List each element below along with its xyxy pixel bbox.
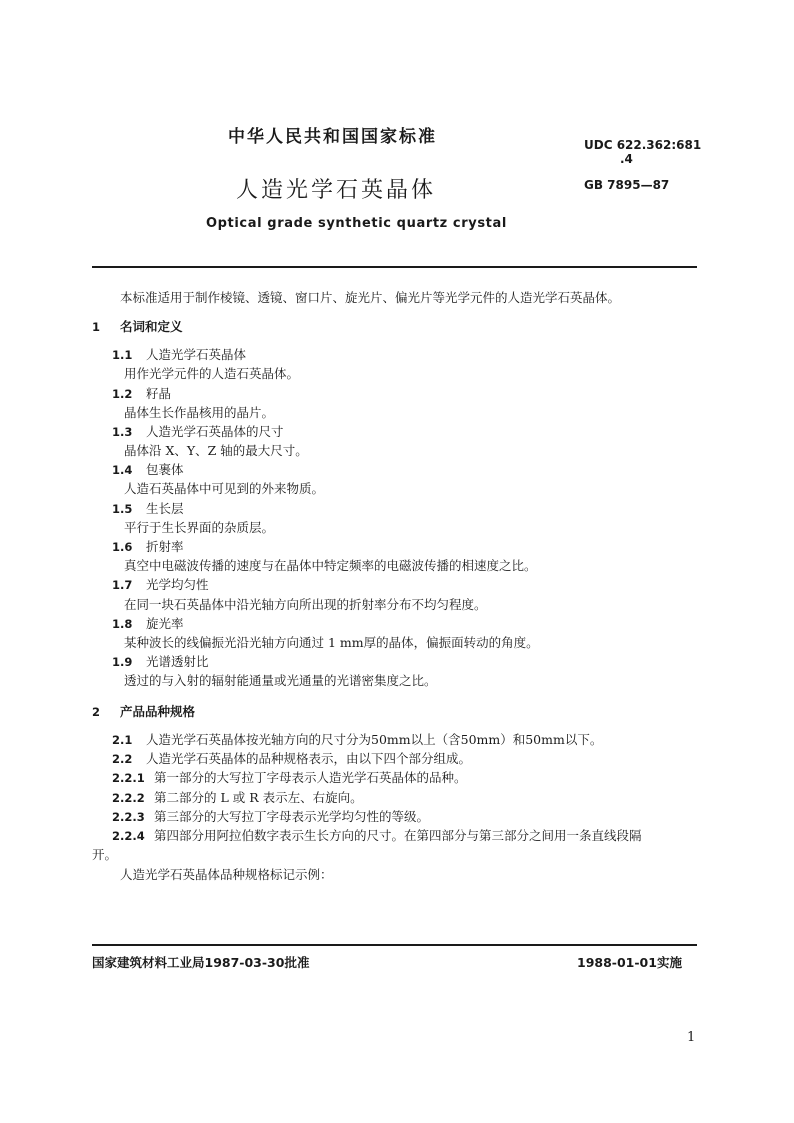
udc-value: 622.362:681 xyxy=(616,138,702,152)
example-intro: 人造光学石英晶体品种规格标记示例： xyxy=(120,867,333,882)
definition-text: 透过的与入射的辐射能通量或光通量的光谱密集度之比。 xyxy=(124,673,437,688)
definition-text: 人造石英晶体中可见到的外来物质。 xyxy=(124,481,325,496)
section-title: 名词和定义 xyxy=(120,319,183,334)
top-rule xyxy=(92,266,697,268)
definition-term: 1.4 包裹体 xyxy=(112,462,184,477)
standard-name: 中华人民共和国国家标准 xyxy=(228,127,437,147)
definition-term: 1.5 生长层 xyxy=(112,501,184,516)
section-number: 2 xyxy=(92,705,101,719)
definition-text: 用作光学元件的人造石英晶体。 xyxy=(124,366,300,381)
definition-text: 真空中电磁波传播的速度与在晶体中特定频率的电磁波传播的相速度之比。 xyxy=(124,558,537,573)
bottom-rule xyxy=(92,944,697,946)
definition-term: 1.8 旋光率 xyxy=(112,616,184,631)
spec-clause-continuation: 开。 xyxy=(92,847,118,862)
spec-clause: 2.2.2 第二部分的 L 或 R 表示左、右旋向。 xyxy=(112,790,363,805)
section-heading xyxy=(92,317,183,335)
definition-text: 在同一块石英晶体中沿光轴方向所出现的折射率分布不均匀程度。 xyxy=(124,597,487,612)
effective-date: 1988-01-01实施 xyxy=(577,955,682,970)
spec-clause: 2.2 人造光学石英晶体的品种规格表示，由以下四个部分组成。 xyxy=(112,751,472,766)
definition-term: 1.7 光学均匀性 xyxy=(112,577,209,592)
section-number: 1 xyxy=(92,320,101,334)
spec-clause: 2.2.4 第四部分用阿拉伯数字表示生长方向的尺寸。在第四部分与第三部分之间用一条直线段隔 xyxy=(112,828,642,843)
udc-value-sub: .4 xyxy=(620,152,633,166)
definition-term: 1.9 光谱透射比 xyxy=(112,654,209,669)
definition-text: 某种波长的线偏振光沿光轴方向通过 1 mm厚的晶体，偏振面转动的角度。 xyxy=(124,635,539,650)
spec-clause: 2.2.3 第三部分的大写拉丁字母表示光学均匀性的等级。 xyxy=(112,809,430,824)
document-title-english: Optical grade synthetic quartz crystal xyxy=(206,216,507,231)
definition-term: 1.3 人造光学石英晶体的尺寸 xyxy=(112,424,284,439)
udc-label: UDC xyxy=(584,138,613,152)
spec-clause: 2.2.1 第一部分的大写拉丁字母表示人造光学石英晶体的品种。 xyxy=(112,770,467,785)
section-heading xyxy=(92,702,195,720)
intro-paragraph: 本标准适用于制作棱镜、透镜、窗口片、旋光片、偏光片等光学元件的人造光学石英晶体。 xyxy=(120,290,621,305)
udc-code xyxy=(584,138,701,166)
document-title: 人造光学石英晶体 xyxy=(236,178,437,203)
gb-code: GB 7895—87 xyxy=(584,178,670,192)
definition-term: 1.2 籽晶 xyxy=(112,386,172,401)
definition-term: 1.6 折射率 xyxy=(112,539,184,554)
section-title: 产品品种规格 xyxy=(120,704,196,719)
definition-text: 晶体生长作晶核用的晶片。 xyxy=(124,405,275,420)
definition-text: 晶体沿 X、Y、Z 轴的最大尺寸。 xyxy=(124,443,308,458)
issue-date: 国家建筑材料工业局1987-03-30批准 xyxy=(92,955,310,970)
spec-clause: 2.1 人造光学石英晶体按光轴方向的尺寸分为50mm以上（含50mm）和50mm以下。 xyxy=(112,732,603,747)
definition-text: 平行于生长界面的杂质层。 xyxy=(124,520,275,535)
definition-term: 1.1 人造光学石英晶体 xyxy=(112,347,247,362)
page-number: 1 xyxy=(687,1030,696,1045)
